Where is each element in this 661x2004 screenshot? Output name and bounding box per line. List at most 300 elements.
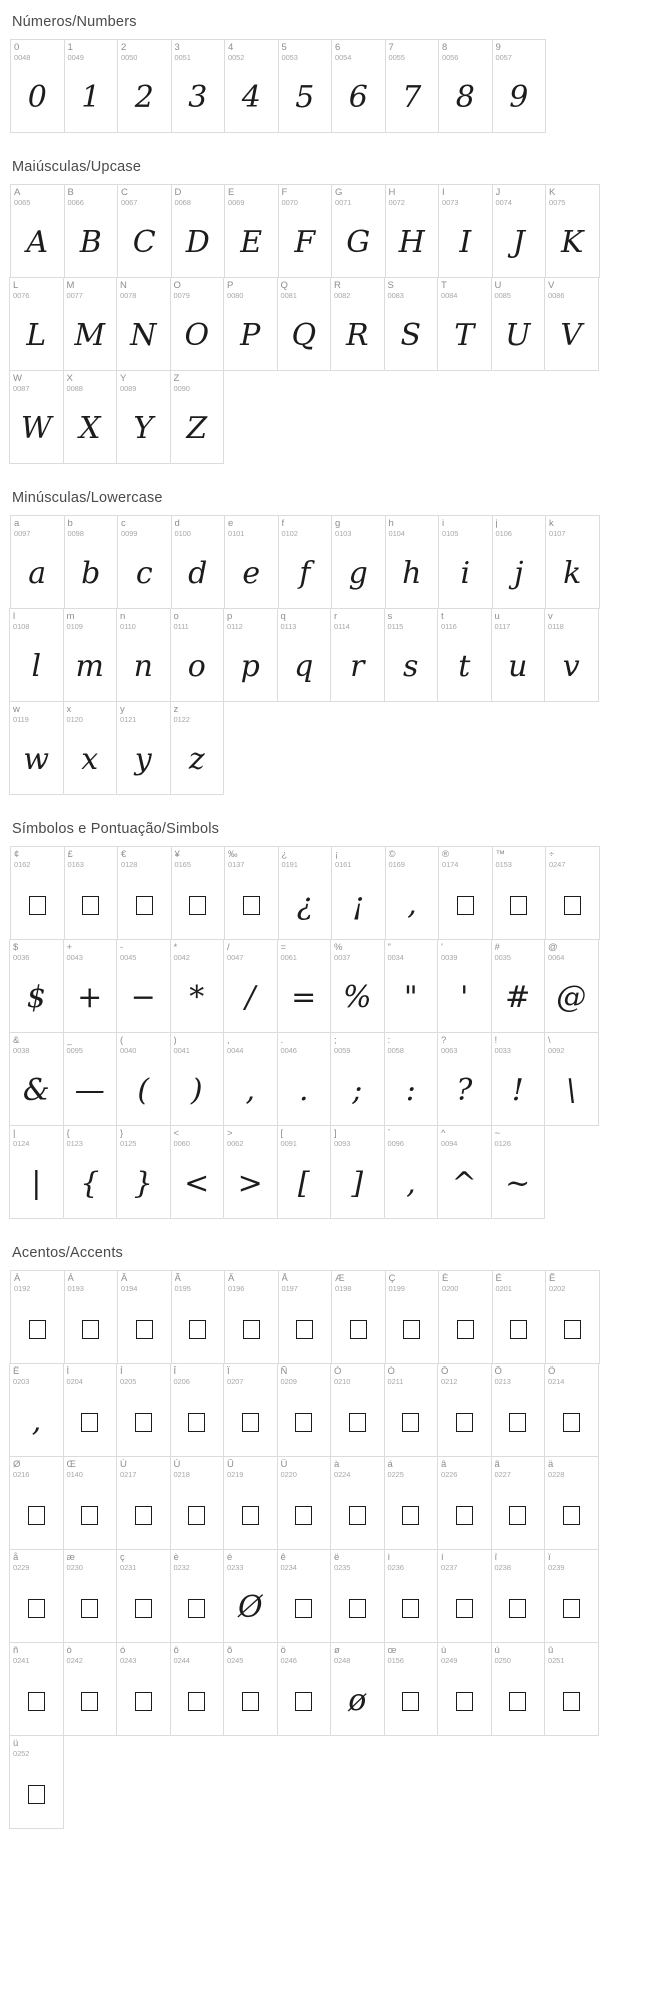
glyph-preview: ¿ — [296, 887, 313, 922]
glyph-cell[interactable] — [9, 701, 64, 795]
glyph-char-code: 0102 — [281, 529, 298, 538]
glyph-cell[interactable] — [64, 39, 119, 133]
glyph-char-code: 0198 — [335, 1284, 352, 1293]
glyph-char-label: Q — [280, 280, 288, 291]
glyph-cell[interactable] — [170, 1032, 225, 1126]
glyph-cell[interactable] — [330, 1642, 385, 1736]
glyph-cell[interactable] — [9, 1125, 64, 1219]
glyph-cell[interactable] — [63, 939, 118, 1033]
glyph-cell[interactable] — [385, 39, 440, 133]
glyph-char-label: h — [388, 518, 394, 529]
glyph-cell[interactable] — [278, 39, 333, 133]
glyph-cell[interactable] — [330, 1363, 385, 1457]
glyph-cell[interactable] — [116, 1125, 171, 1219]
glyph-cell[interactable] — [223, 1642, 278, 1736]
glyph-preview: a — [28, 556, 47, 591]
glyph-char-label: > — [227, 1128, 233, 1139]
glyph-char-label: é — [227, 1552, 233, 1563]
glyph-cell[interactable] — [385, 515, 440, 609]
glyph-char-label: 8 — [442, 42, 448, 53]
glyph-cell[interactable] — [64, 1270, 119, 1364]
glyph-cell[interactable] — [491, 1642, 546, 1736]
glyph-cell[interactable] — [384, 1549, 439, 1643]
glyph-cell[interactable] — [64, 846, 119, 940]
notdef-box-icon — [457, 896, 474, 915]
glyph-preview: > — [237, 1166, 263, 1201]
glyph-cell[interactable] — [491, 277, 546, 371]
glyph-char-label: ¿ — [281, 849, 288, 860]
glyph-cell[interactable] — [170, 1549, 225, 1643]
glyph-cell[interactable] — [384, 1032, 439, 1126]
glyph-cell[interactable] — [544, 1642, 599, 1736]
glyph-preview: r — [350, 649, 365, 684]
glyph-cell[interactable] — [491, 1549, 546, 1643]
glyph-meta — [279, 40, 332, 65]
missing-glyph-box — [11, 1295, 64, 1363]
glyph-char-code: 0137 — [228, 860, 245, 869]
glyph-cell[interactable] — [116, 608, 171, 702]
glyph-cell[interactable] — [170, 608, 225, 702]
glyph-preview: U — [505, 318, 531, 353]
glyph-cell[interactable] — [277, 939, 332, 1033]
missing-glyph-box — [278, 1574, 331, 1642]
glyph-cell[interactable] — [9, 1456, 64, 1550]
glyph-cell[interactable] — [330, 608, 385, 702]
glyph-meta — [171, 1457, 224, 1482]
glyph-cell[interactable] — [491, 1456, 546, 1550]
notdef-box-icon — [29, 1320, 46, 1339]
glyph-cell[interactable] — [117, 515, 172, 609]
glyph-meta — [492, 1126, 545, 1151]
glyph-cell[interactable] — [491, 939, 546, 1033]
glyph-cell[interactable] — [223, 1125, 278, 1219]
glyph-preview: − — [130, 980, 156, 1015]
glyph-cell[interactable] — [545, 184, 600, 278]
glyph-preview: 6 — [348, 80, 368, 115]
glyph-cell[interactable] — [277, 1456, 332, 1550]
glyph-cell[interactable] — [492, 184, 547, 278]
glyph-char-label: ì — [387, 1552, 391, 1563]
glyph-preview: Y — [133, 411, 154, 446]
missing-glyph-box — [385, 1667, 438, 1735]
glyph-cell[interactable] — [437, 1125, 492, 1219]
glyph-cell[interactable] — [437, 277, 492, 371]
glyph-cell[interactable] — [384, 1363, 439, 1457]
glyph-preview: R — [345, 318, 369, 353]
glyph-char-code: 0233 — [227, 1563, 244, 1572]
glyph-char-label: Ç — [388, 1273, 396, 1284]
glyph-char-code: 0105 — [442, 529, 459, 538]
glyph-char-code: 0036 — [13, 953, 30, 962]
glyph-cell[interactable] — [63, 608, 118, 702]
glyph-meta — [225, 1271, 278, 1296]
glyph-cell[interactable] — [170, 370, 225, 464]
glyph-char-label: õ — [227, 1645, 233, 1656]
section-title: Maiúsculas/Upcase — [12, 159, 142, 175]
glyph-cell[interactable] — [491, 1125, 546, 1219]
glyph-cell[interactable] — [277, 608, 332, 702]
glyph-cell[interactable] — [224, 184, 279, 278]
glyph-cell[interactable] — [277, 1642, 332, 1736]
glyph-cell[interactable] — [330, 1549, 385, 1643]
glyph-char-code: 0053 — [281, 53, 298, 62]
glyph-cell[interactable] — [438, 846, 493, 940]
glyph-section — [10, 490, 651, 795]
glyph-cell[interactable] — [330, 277, 385, 371]
glyph-char-code: 0202 — [549, 1284, 566, 1293]
glyph-char-code: 0212 — [441, 1377, 458, 1386]
glyph-meta — [386, 40, 439, 65]
glyph-cell[interactable] — [64, 515, 119, 609]
glyph-char-label: % — [334, 942, 343, 953]
glyph-preview: o — [187, 649, 206, 684]
notdef-box-icon — [28, 1692, 45, 1711]
glyph-cell[interactable] — [330, 1125, 385, 1219]
glyph-cell[interactable] — [331, 1270, 386, 1364]
glyph-preview: l — [31, 649, 42, 684]
glyph-cell[interactable] — [491, 608, 546, 702]
glyph-cell[interactable] — [171, 846, 226, 940]
glyph-cell[interactable] — [544, 277, 599, 371]
glyph-cell[interactable] — [63, 1363, 118, 1457]
glyph-char-code: 0056 — [442, 53, 459, 62]
glyph-char-label: H — [388, 187, 396, 198]
glyph-cell[interactable] — [278, 1270, 333, 1364]
glyph-meta — [331, 1126, 384, 1151]
glyph-cell[interactable] — [116, 1363, 171, 1457]
glyph-cell[interactable] — [10, 1270, 65, 1364]
glyph-cell[interactable] — [277, 1363, 332, 1457]
glyph-cell[interactable] — [170, 277, 225, 371]
glyph-meta — [279, 516, 332, 541]
glyph-meta — [117, 702, 170, 727]
glyph-cell[interactable] — [544, 1456, 599, 1550]
glyph-char-label: b — [67, 518, 73, 529]
glyph-cell[interactable] — [9, 1735, 64, 1829]
missing-glyph-box — [117, 1574, 170, 1642]
glyph-char-label: 0 — [14, 42, 20, 53]
glyph-grid — [10, 185, 651, 464]
glyph-cell[interactable] — [437, 1032, 492, 1126]
glyph-meta — [10, 1364, 63, 1389]
glyph-cell[interactable] — [331, 184, 386, 278]
glyph-cell[interactable] — [437, 1363, 492, 1457]
glyph-char-code: 0035 — [494, 953, 511, 962]
glyph-char-code: 0059 — [334, 1046, 351, 1055]
glyph-cell[interactable] — [171, 515, 226, 609]
glyph-cell[interactable] — [10, 846, 65, 940]
glyph-cell[interactable] — [116, 277, 171, 371]
notdef-box-icon — [456, 1506, 473, 1525]
glyph-char-label: ? — [441, 1035, 447, 1046]
glyph-cell[interactable] — [492, 515, 547, 609]
glyph-cell[interactable] — [384, 1125, 439, 1219]
glyph-cell[interactable] — [544, 939, 599, 1033]
glyph-cell[interactable] — [170, 1642, 225, 1736]
glyph-meta — [117, 609, 170, 634]
glyph-cell[interactable] — [385, 1270, 440, 1364]
glyph-meta — [10, 609, 63, 634]
glyph-char-code: 0069 — [228, 198, 245, 207]
glyph-char-label: Î — [173, 1366, 177, 1377]
glyph-cell[interactable] — [491, 1032, 546, 1126]
glyph-char-code: 0095 — [66, 1046, 83, 1055]
glyph-cell[interactable] — [64, 184, 119, 278]
glyph-cell[interactable] — [170, 1125, 225, 1219]
glyph-cell[interactable] — [331, 39, 386, 133]
glyph-cell[interactable] — [545, 1270, 600, 1364]
glyph-char-label: © — [388, 849, 396, 860]
glyph-preview: % — [342, 980, 372, 1015]
glyph-cell[interactable] — [223, 277, 278, 371]
glyph-meta — [546, 1271, 599, 1296]
glyph-cell[interactable] — [544, 1363, 599, 1457]
glyph-char-code: 0249 — [441, 1656, 458, 1665]
glyph-meta — [11, 847, 64, 872]
glyph-cell[interactable] — [223, 939, 278, 1033]
glyph-cell[interactable] — [223, 1363, 278, 1457]
glyph-meta — [278, 1364, 331, 1389]
glyph-cell[interactable] — [331, 515, 386, 609]
glyph-cell[interactable] — [331, 846, 386, 940]
glyph-cell[interactable] — [224, 846, 279, 940]
glyph-cell[interactable] — [385, 184, 440, 278]
glyph-meta — [64, 1550, 117, 1575]
glyph-cell[interactable] — [544, 1032, 599, 1126]
glyph-cell[interactable] — [438, 39, 493, 133]
glyph-cell[interactable] — [224, 1270, 279, 1364]
glyph-cell[interactable] — [117, 184, 172, 278]
glyph-char-code: 0191 — [281, 860, 298, 869]
glyph-meta — [492, 1550, 545, 1575]
glyph-char-code: 0230 — [66, 1563, 83, 1572]
missing-glyph-box — [546, 871, 599, 939]
glyph-cell[interactable] — [330, 939, 385, 1033]
glyph-char-label: ã — [494, 1459, 500, 1470]
glyph-cell[interactable] — [9, 1642, 64, 1736]
glyph-cell[interactable] — [170, 1363, 225, 1457]
missing-glyph-box — [117, 1388, 170, 1456]
glyph-char-code: 0117 — [494, 622, 511, 631]
notdef-box-icon — [135, 1506, 152, 1525]
glyph-cell[interactable] — [277, 1125, 332, 1219]
glyph-cell[interactable] — [63, 370, 118, 464]
notdef-box-icon — [295, 1506, 312, 1525]
glyph-cell[interactable] — [437, 1642, 492, 1736]
glyph-char-label: i — [442, 518, 445, 529]
glyph-char-code: 0122 — [173, 715, 190, 724]
glyph-cell[interactable] — [63, 1549, 118, 1643]
glyph-cell[interactable] — [545, 846, 600, 940]
glyph-cell[interactable] — [9, 1549, 64, 1643]
glyph-char-code: 0248 — [334, 1656, 351, 1665]
glyph-preview: ' — [460, 980, 469, 1015]
glyph-cell[interactable] — [9, 370, 64, 464]
missing-glyph-box — [279, 1295, 332, 1363]
glyph-cell[interactable] — [63, 277, 118, 371]
notdef-box-icon — [509, 1413, 526, 1432]
glyph-char-code: 0161 — [335, 860, 352, 869]
notdef-box-icon — [81, 1413, 98, 1432]
glyph-cell[interactable] — [438, 515, 493, 609]
glyph-cell[interactable] — [9, 1032, 64, 1126]
glyph-preview: ; — [352, 1073, 363, 1108]
glyph-char-code: 0220 — [280, 1470, 297, 1479]
glyph-preview: E — [240, 225, 263, 260]
glyph-meta — [64, 702, 117, 727]
missing-glyph-box — [545, 1388, 598, 1456]
section-title: Acentos/Accents — [12, 1245, 123, 1261]
glyph-cell[interactable] — [10, 515, 65, 609]
missing-glyph-box — [118, 871, 171, 939]
glyph-meta — [117, 1550, 170, 1575]
glyph-cell[interactable] — [116, 1456, 171, 1550]
notdef-box-icon — [82, 1320, 99, 1339]
glyph-cell[interactable] — [384, 939, 439, 1033]
glyph-meta — [546, 847, 599, 872]
glyph-char-code: 0037 — [334, 953, 351, 962]
glyph-preview: ø — [348, 1683, 367, 1718]
glyph-cell[interactable] — [277, 277, 332, 371]
glyph-cell[interactable] — [224, 515, 279, 609]
glyph-char-code: 0112 — [227, 622, 243, 631]
glyph-cell[interactable] — [438, 1270, 493, 1364]
glyph-cell[interactable] — [170, 939, 225, 1033]
glyph-cell[interactable] — [116, 1032, 171, 1126]
glyph-cell[interactable] — [492, 39, 547, 133]
glyph-cell[interactable] — [223, 608, 278, 702]
glyph-cell[interactable] — [171, 1270, 226, 1364]
glyph-meta — [11, 185, 64, 210]
glyph-char-label: ê — [280, 1552, 286, 1563]
glyph-meta — [224, 1033, 277, 1058]
glyph-preview: . — [298, 1073, 309, 1108]
glyph-cell[interactable] — [116, 370, 171, 464]
glyph-char-label: ^ — [441, 1128, 446, 1139]
glyph-cell[interactable] — [63, 1032, 118, 1126]
glyph-cell[interactable] — [170, 1456, 225, 1550]
glyph-char-label: W — [13, 373, 22, 384]
missing-glyph-box — [117, 1481, 170, 1549]
glyph-section — [10, 1245, 651, 1829]
glyph-meta — [545, 1457, 598, 1482]
glyph-cell[interactable] — [223, 1456, 278, 1550]
glyph-char-label: . — [280, 1035, 284, 1046]
glyph-meta — [11, 516, 64, 541]
glyph-cell[interactable] — [117, 39, 172, 133]
glyph-cell[interactable] — [438, 184, 493, 278]
glyph-char-code: 0048 — [14, 53, 31, 62]
glyph-cell[interactable] — [277, 1549, 332, 1643]
glyph-char-code: 0085 — [494, 291, 511, 300]
glyph-char-label: + — [66, 942, 73, 953]
glyph-preview: : — [405, 1073, 416, 1108]
glyph-cell[interactable] — [384, 277, 439, 371]
glyph-meta — [10, 1033, 63, 1058]
glyph-cell[interactable] — [545, 515, 600, 609]
glyph-char-code: 0110 — [120, 622, 136, 631]
glyph-cell[interactable] — [171, 184, 226, 278]
glyph-cell[interactable] — [223, 1032, 278, 1126]
glyph-char-code: 0116 — [441, 622, 457, 631]
glyph-meta — [492, 609, 545, 634]
glyph-cell[interactable] — [170, 701, 225, 795]
glyph-cell[interactable] — [278, 515, 333, 609]
glyph-cell[interactable] — [277, 1032, 332, 1126]
missing-glyph-box — [224, 1667, 277, 1735]
glyph-cell[interactable] — [9, 277, 64, 371]
glyph-cell[interactable] — [492, 846, 547, 940]
missing-glyph-box — [493, 871, 546, 939]
glyph-meta — [64, 1126, 117, 1151]
glyph-char-label: 4 — [228, 42, 234, 53]
glyph-cell[interactable] — [63, 1125, 118, 1219]
glyph-cell[interactable] — [437, 1456, 492, 1550]
glyph-cell[interactable] — [384, 1456, 439, 1550]
glyph-cell[interactable] — [9, 608, 64, 702]
glyph-cell[interactable] — [384, 1642, 439, 1736]
glyph-cell[interactable] — [223, 1549, 278, 1643]
glyph-meta — [439, 516, 492, 541]
glyph-cell[interactable] — [437, 608, 492, 702]
glyph-cell[interactable] — [10, 39, 65, 133]
glyph-char-label: À — [14, 1273, 21, 1284]
glyph-char-label: Z — [173, 373, 180, 384]
glyph-meta — [493, 40, 546, 65]
glyph-cell[interactable] — [63, 1456, 118, 1550]
glyph-cell[interactable] — [116, 701, 171, 795]
glyph-cell[interactable] — [9, 939, 64, 1033]
glyph-cell[interactable] — [385, 846, 440, 940]
glyph-cell[interactable] — [117, 1270, 172, 1364]
glyph-cell[interactable] — [116, 1549, 171, 1643]
glyph-cell[interactable] — [330, 1032, 385, 1126]
glyph-cell[interactable] — [492, 1270, 547, 1364]
glyph-cell[interactable] — [10, 184, 65, 278]
glyph-meta — [492, 1457, 545, 1482]
glyph-meta — [278, 1457, 331, 1482]
missing-glyph-box — [117, 1667, 170, 1735]
glyph-cell[interactable] — [544, 608, 599, 702]
glyph-cell[interactable] — [278, 184, 333, 278]
glyph-cell[interactable] — [116, 939, 171, 1033]
glyph-cell[interactable] — [117, 846, 172, 940]
glyph-cell[interactable] — [224, 39, 279, 133]
glyph-cell[interactable] — [278, 846, 333, 940]
glyph-cell[interactable] — [63, 1642, 118, 1736]
glyph-cell[interactable] — [171, 39, 226, 133]
glyph-char-label: ; — [334, 1035, 337, 1046]
glyph-preview: D — [185, 225, 210, 260]
glyph-char-code: 0174 — [442, 860, 459, 869]
glyph-cell[interactable] — [9, 1363, 64, 1457]
glyph-char-label: è — [173, 1552, 179, 1563]
glyph-cell[interactable] — [384, 608, 439, 702]
glyph-char-label: t — [441, 611, 444, 622]
glyph-cell[interactable] — [116, 1642, 171, 1736]
glyph-cell[interactable] — [330, 1456, 385, 1550]
glyph-cell[interactable] — [491, 1363, 546, 1457]
glyph-preview: ‚ — [406, 887, 417, 922]
glyph-map-page — [0, 14, 661, 1895]
glyph-cell[interactable] — [437, 939, 492, 1033]
glyph-preview: ‚ — [405, 1166, 416, 1201]
notdef-box-icon — [563, 1599, 580, 1618]
glyph-cell[interactable] — [544, 1549, 599, 1643]
glyph-cell[interactable] — [63, 701, 118, 795]
glyph-cell[interactable] — [437, 1549, 492, 1643]
glyph-meta — [278, 1126, 331, 1151]
